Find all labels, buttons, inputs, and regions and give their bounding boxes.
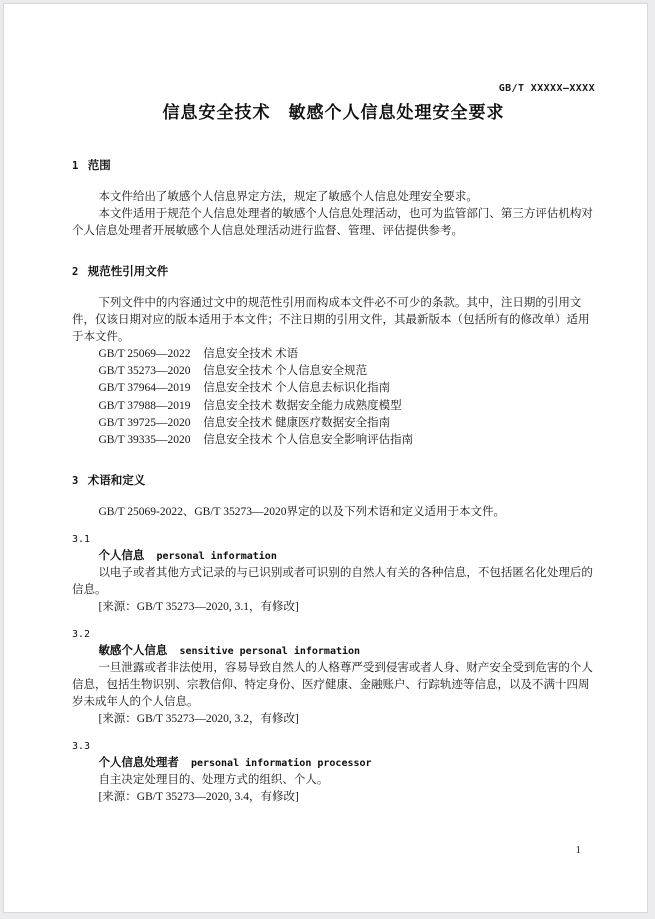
term-name-zh: 个人信息 [98, 550, 145, 563]
term-name [72, 755, 595, 772]
term-name-en: personal information [156, 551, 277, 563]
reference-item [72, 380, 595, 397]
term-name-en: sensitive personal information [179, 646, 361, 658]
reference-item [72, 398, 595, 415]
section-heading-scope [72, 158, 595, 174]
term-name-zh: 个人信息处理者 [98, 757, 179, 770]
reference-item [72, 432, 595, 449]
term-number: 3.2 [72, 629, 91, 641]
section-number: 3 [72, 475, 79, 488]
reference-title: 信息安全技术 术语 [203, 348, 299, 360]
term-name-zh: 敏感个人信息 [98, 645, 168, 658]
terms-intro: GB/T 25069-2022、GB/T 35273—2020界定的以及下列术语和定义适用于本文件。 [98, 506, 505, 519]
scope-paragraph: 本文件给出了敏感个人信息界定方法，规定了敏感个人信息处理安全要求。 [98, 191, 478, 203]
term-name [72, 548, 595, 565]
reference-code: GB/T 37988—2019 [98, 399, 191, 412]
section-title: 术语和定义 [87, 475, 146, 488]
reference-code: GB/T 39335—2020 [98, 434, 191, 447]
reference-item [72, 415, 595, 432]
reference-code: GB/T 35273—2020 [98, 365, 191, 378]
section-number: 2 [72, 266, 79, 278]
reference-title: 信息安全技术 数据安全能力成熟度模型 [203, 399, 402, 412]
term-definition: 一旦泄露或者非法使用，容易导致自然人的人格尊严受到侵害或者人身、财产安全受到危害的个人信息，包括生物识别、宗教信仰、特定身份、医疗健康、金融账户、行踪轨迹等信息，以及不满十四周岁未成年人的个人信息。 [72, 662, 593, 709]
reference-item [72, 346, 595, 363]
doc-code: GB/T XXXXX—XXXX [498, 83, 595, 94]
reference-title: 信息安全技术 个人信息安全规范 [203, 365, 368, 378]
section-number: 1 [72, 160, 79, 172]
reference-title: 信息安全技术 个人信息安全影响评估指南 [203, 434, 414, 447]
reference-item [72, 363, 595, 380]
section-title: 规范性引用文件 [87, 266, 169, 278]
term-definition: 自主决定处理目的、处理方式的组织、个人。 [98, 774, 329, 787]
section-title: 范围 [87, 160, 111, 172]
section-heading-references [72, 264, 595, 280]
references-intro: 下列文件中的内容通过文中的规范性引用而构成本文件必不可少的条款。其中，注日期的引用文件，仅该日期对应的版本适用于本文件；不注日期的引用文件，其最新版本（包括所有的修改单）适用于本文件。 [72, 297, 590, 343]
reference-code: GB/T 25069—2022 [98, 348, 191, 360]
reference-title: 信息安全技术 个人信息去标识化指南 [203, 382, 391, 395]
term-source: [来源：GB/T 35273—2020, 3.1，有修改] [98, 601, 299, 614]
term-number: 3.3 [72, 741, 91, 753]
term-number: 3.1 [72, 534, 91, 546]
term-definition: 以电子或者其他方式记录的与已识别或者可识别的自然人有关的各种信息，不包括匿名化处理后的信息。 [72, 567, 593, 597]
term-entry-3-1 [72, 531, 595, 616]
term-entry-3-3 [72, 738, 595, 806]
reference-code: GB/T 37964—2019 [98, 382, 191, 395]
reference-code: GB/T 39725—2020 [98, 416, 191, 429]
references-list [72, 346, 595, 449]
document-title: 信息安全技术 敏感个人信息处理安全要求 [162, 103, 505, 122]
section-heading-terms [72, 473, 595, 489]
term-source: [来源：GB/T 35273—2020, 3.4，有修改] [98, 791, 299, 804]
term-source: [来源：GB/T 35273—2020, 3.2，有修改] [98, 713, 299, 726]
term-entry-3-2 [72, 626, 595, 728]
page-number: 1 [575, 844, 581, 856]
document-page [3, 3, 648, 913]
reference-title: 信息安全技术 健康医疗数据安全指南 [203, 416, 391, 429]
term-name [72, 643, 595, 660]
scope-paragraph: 本文件适用于规范个人信息处理者的敏感个人信息处理活动，也可为监管部门、第三方评估机构对个人信息处理者开展敏感个人信息处理活动进行监督、管理、评估提供参考。 [72, 208, 593, 237]
term-name-en: personal information processor [190, 758, 372, 770]
